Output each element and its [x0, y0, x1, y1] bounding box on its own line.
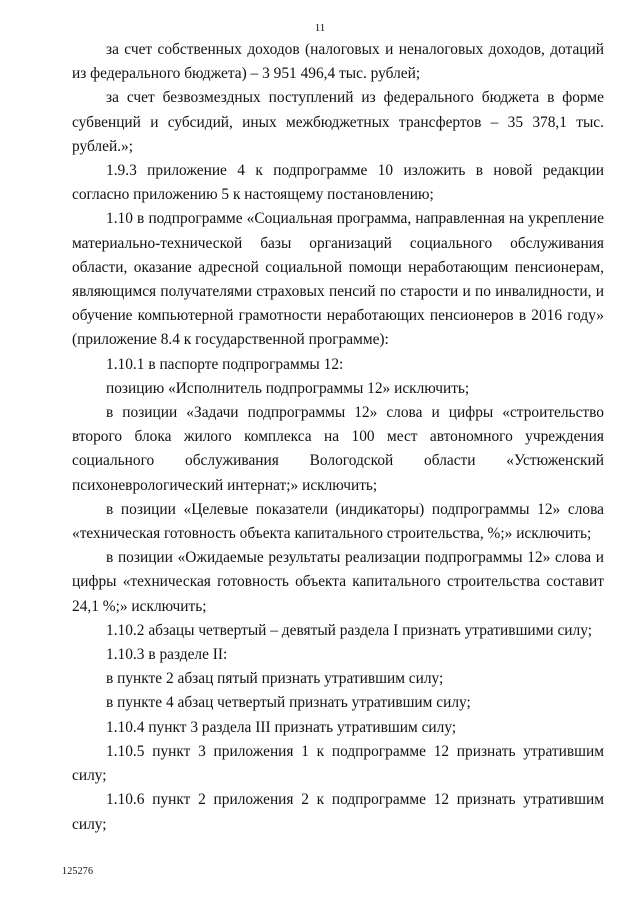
paragraph-own-revenues: за счет собственных доходов (налоговых и неналоговых доходов, дотаций из федерального бюджета) – 3 951 496,4 тыс. рублей; [72, 41, 604, 83]
paragraph-1-10-5: 1.10.5 пункт 3 приложения 1 к подпрограмме 12 признать утратившим силу; [72, 742, 604, 785]
paragraph-executor-position: позицию «Исполнитель подпрограммы 12» исключить; [106, 379, 470, 397]
page-number: 11 [314, 22, 326, 34]
paragraph-1-10-6: 1.10.6 пункт 2 приложения 2 к подпрограмме 12 признать утратившим силу; [72, 791, 604, 833]
paragraph-indicators-position: в позиции «Целевые показатели (индикаторы) подпрограммы 12» слова «техническая готовность объекта капитального строительства, %;» исключить; [72, 500, 604, 543]
paragraph-1-10-3: 1.10.3 в разделе II: [106, 646, 228, 664]
paragraph-federal-transfers: за счет безвозмездных поступлений из федерального бюджета в форме субвенций и субсидий, иных межбюджетных трансфертов – 35 378,1 тыс. рублей.»; [72, 89, 604, 155]
document-body [72, 38, 604, 837]
paragraph-1-10-4: 1.10.4 пункт 3 раздела III признать утратившим силу; [106, 718, 457, 736]
paragraph-1-9-3: 1.9.3 приложение 4 к подпрограмме 10 изложить в новой редакции согласно приложению 5 к настоящему постановлению; [72, 162, 604, 204]
paragraph-1-10-1: 1.10.1 в паспорте подпрограммы 12: [106, 355, 344, 373]
paragraph-tasks-position: в позиции «Задачи подпрограммы 12» слова и цифры «строительство второго блока жилого комплекса на 100 мест автономного учреждения социального обслуживания Вологодской области «Устюженский психоневрологический интернат;» исключить; [72, 404, 604, 494]
paragraph-expected-results-position: в позиции «Ожидаемые результаты реализации подпрограммы 12» слова и цифры «техническая готовность объекта капитального строительства составит 24,1 %;» исключить; [72, 549, 604, 615]
paragraph-1-10-2: 1.10.2 абзацы четвертый – девятый раздела I признать утратившими силу; [106, 621, 592, 639]
paragraph-1-10: 1.10 в подпрограмме «Социальная программа, направленная на укрепление материально-технической базы организаций социального обслуживания области, оказание адресной социальной помощи неработающим пенсионерам, являющимся получателями страховых пенсий по старости и по инвалидности, и обучение компьютерной грамотности неработающих пенсионеров в 2016 году» (приложение 8.4 к государственной программе): [72, 210, 604, 349]
paragraph-item-2: в пункте 2 абзац пятый признать утратившим силу; [106, 670, 444, 688]
paragraph-item-4: в пункте 4 абзац четвертый признать утратившим силу; [106, 694, 471, 712]
document-code: 125276 [62, 866, 94, 877]
